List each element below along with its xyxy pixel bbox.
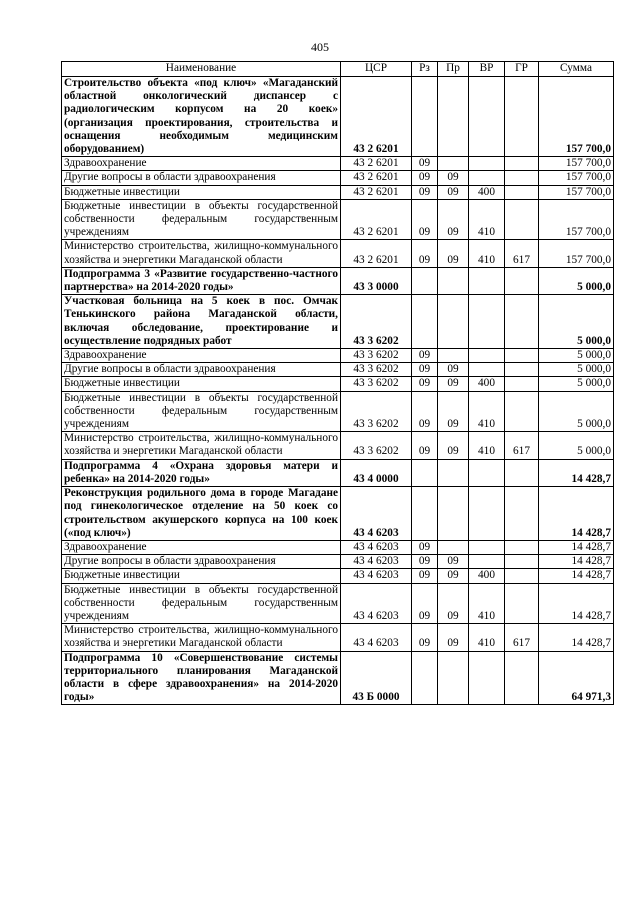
cell-sum: 14 428,7: [539, 540, 614, 554]
cell-rz: 09: [412, 171, 438, 185]
header-pr: Пр: [438, 62, 469, 77]
cell-pr: [438, 540, 469, 554]
cell-name: Бюджетные инвестиции: [62, 377, 341, 391]
cell-sum: 157 700,0: [539, 199, 614, 240]
cell-sum: 157 700,0: [539, 240, 614, 267]
cell-name: Здравоохранение: [62, 540, 341, 554]
cell-csr: 43 3 6202: [341, 391, 412, 432]
cell-csr: 43 3 0000: [341, 267, 412, 294]
table-header: [62, 62, 614, 77]
cell-rz: 09: [412, 157, 438, 171]
cell-vr: [469, 487, 505, 541]
cell-csr: 43 4 6203: [341, 583, 412, 624]
cell-name: Бюджетные инвестиции: [62, 185, 341, 199]
cell-pr: 09: [438, 555, 469, 569]
cell-gr: [505, 651, 539, 705]
cell-gr: [505, 487, 539, 541]
cell-vr: [469, 267, 505, 294]
cell-gr: 617: [505, 624, 539, 651]
cell-sum: 157 700,0: [539, 185, 614, 199]
cell-pr: 09: [438, 185, 469, 199]
cell-pr: [438, 295, 469, 349]
cell-gr: [505, 569, 539, 583]
cell-rz: 09: [412, 540, 438, 554]
cell-gr: [505, 540, 539, 554]
table-row: [62, 363, 614, 377]
table-row: [62, 157, 614, 171]
table-row: [62, 391, 614, 432]
cell-sum: 5 000,0: [539, 349, 614, 363]
cell-name: Бюджетные инвестиции в объекты государственной собственности федеральным государственным учреждениям: [62, 391, 341, 432]
cell-sum: 14 428,7: [539, 583, 614, 624]
cell-pr: 09: [438, 240, 469, 267]
table-row: [62, 171, 614, 185]
cell-rz: 09: [412, 240, 438, 267]
cell-gr: [505, 171, 539, 185]
cell-csr: 43 4 6203: [341, 487, 412, 541]
cell-name: Министерство строительства, жилищно-коммунального хозяйства и энергетики Магаданской области: [62, 624, 341, 651]
cell-gr: [505, 349, 539, 363]
cell-vr: [469, 459, 505, 486]
cell-vr: 410: [469, 240, 505, 267]
cell-rz: 09: [412, 391, 438, 432]
cell-pr: [438, 651, 469, 705]
header-rz: Рз: [412, 62, 438, 77]
cell-name: Участковая больница на 5 коек в пос. Омчак Тенькинского района Магаданской области, включая обследование, проектирование и осуществление подрядных работ: [62, 295, 341, 349]
cell-sum: 5 000,0: [539, 391, 614, 432]
cell-pr: [438, 349, 469, 363]
cell-sum: 5 000,0: [539, 377, 614, 391]
cell-name: Подпрограмма 10 «Совершенствование системы территориального планирования Магаданской области в сфере здравоохранения» на 2014-2020 годы»: [62, 651, 341, 705]
table-row: [62, 199, 614, 240]
cell-rz: 09: [412, 432, 438, 459]
cell-pr: 09: [438, 391, 469, 432]
cell-vr: 410: [469, 391, 505, 432]
cell-csr: 43 Б 0000: [341, 651, 412, 705]
cell-vr: [469, 651, 505, 705]
cell-csr: 43 3 6202: [341, 377, 412, 391]
table-body: [62, 77, 614, 705]
cell-gr: [505, 391, 539, 432]
cell-pr: [438, 487, 469, 541]
cell-vr: 410: [469, 199, 505, 240]
cell-csr: 43 2 6201: [341, 185, 412, 199]
cell-rz: 09: [412, 555, 438, 569]
cell-pr: 09: [438, 624, 469, 651]
cell-csr: 43 3 6202: [341, 349, 412, 363]
cell-csr: 43 4 6203: [341, 624, 412, 651]
table-row: [62, 651, 614, 705]
cell-gr: 617: [505, 240, 539, 267]
cell-gr: [505, 157, 539, 171]
table-row: [62, 349, 614, 363]
cell-pr: 09: [438, 583, 469, 624]
cell-vr: [469, 349, 505, 363]
cell-name: Строительство объекта «под ключ» «Магаданский областной онкологический диспансер с радиологическим корпусом на 20 коек» (организация проектирования, строительства и оснащения необходимым медицинским оборудованием): [62, 77, 341, 157]
header-gr: ГР: [505, 62, 539, 77]
cell-pr: 09: [438, 363, 469, 377]
cell-rz: [412, 77, 438, 157]
table-row: [62, 459, 614, 486]
table-row: [62, 432, 614, 459]
cell-vr: 400: [469, 185, 505, 199]
cell-sum: 5 000,0: [539, 432, 614, 459]
cell-pr: 09: [438, 199, 469, 240]
cell-vr: [469, 295, 505, 349]
header-name: Наименование: [62, 62, 341, 77]
cell-name: Бюджетные инвестиции в объекты государственной собственности федеральным государственным учреждениям: [62, 199, 341, 240]
table-row: [62, 540, 614, 554]
cell-csr: 43 2 6201: [341, 240, 412, 267]
cell-pr: 09: [438, 171, 469, 185]
cell-rz: 09: [412, 569, 438, 583]
cell-rz: [412, 651, 438, 705]
cell-name: Министерство строительства, жилищно-коммунального хозяйства и энергетики Магаданской области: [62, 240, 341, 267]
cell-pr: [438, 157, 469, 171]
header-sum: Сумма: [539, 62, 614, 77]
cell-rz: 09: [412, 185, 438, 199]
table-row: [62, 240, 614, 267]
table-row: [62, 583, 614, 624]
cell-gr: [505, 377, 539, 391]
cell-csr: 43 2 6201: [341, 199, 412, 240]
cell-name: Здравоохранение: [62, 157, 341, 171]
cell-gr: [505, 363, 539, 377]
cell-name: Бюджетные инвестиции: [62, 569, 341, 583]
cell-csr: 43 3 6202: [341, 432, 412, 459]
cell-rz: 09: [412, 349, 438, 363]
cell-rz: 09: [412, 199, 438, 240]
cell-vr: 410: [469, 624, 505, 651]
cell-sum: 5 000,0: [539, 363, 614, 377]
cell-csr: 43 2 6201: [341, 77, 412, 157]
cell-vr: [469, 157, 505, 171]
cell-rz: 09: [412, 624, 438, 651]
cell-vr: [469, 540, 505, 554]
cell-vr: 400: [469, 569, 505, 583]
cell-pr: [438, 459, 469, 486]
cell-sum: 14 428,7: [539, 624, 614, 651]
cell-sum: 14 428,7: [539, 569, 614, 583]
cell-gr: [505, 267, 539, 294]
cell-sum: 157 700,0: [539, 171, 614, 185]
cell-gr: [505, 77, 539, 157]
cell-gr: [505, 295, 539, 349]
cell-csr: 43 4 0000: [341, 459, 412, 486]
cell-pr: 09: [438, 569, 469, 583]
table-row: [62, 295, 614, 349]
cell-csr: 43 2 6201: [341, 157, 412, 171]
cell-sum: 5 000,0: [539, 267, 614, 294]
cell-sum: 14 428,7: [539, 459, 614, 486]
cell-rz: [412, 267, 438, 294]
cell-name: Другие вопросы в области здравоохранения: [62, 171, 341, 185]
cell-vr: [469, 363, 505, 377]
cell-vr: [469, 171, 505, 185]
cell-name: Министерство строительства, жилищно-коммунального хозяйства и энергетики Магаданской области: [62, 432, 341, 459]
cell-vr: [469, 77, 505, 157]
cell-gr: [505, 555, 539, 569]
cell-csr: 43 4 6203: [341, 569, 412, 583]
cell-vr: 410: [469, 432, 505, 459]
cell-name: Другие вопросы в области здравоохранения: [62, 555, 341, 569]
header-csr: ЦСР: [341, 62, 412, 77]
header-vr: ВР: [469, 62, 505, 77]
cell-rz: 09: [412, 583, 438, 624]
cell-name: Бюджетные инвестиции в объекты государственной собственности федеральным государственным учреждениям: [62, 583, 341, 624]
cell-name: Здравоохранение: [62, 349, 341, 363]
cell-csr: 43 2 6201: [341, 171, 412, 185]
budget-table: [61, 61, 614, 705]
cell-csr: 43 4 6203: [341, 555, 412, 569]
cell-gr: [505, 583, 539, 624]
cell-csr: 43 4 6203: [341, 540, 412, 554]
cell-name: Реконструкция родильного дома в городе Магадане под гинекологическое отделение на 50 коек со строительством акушерского корпуса на 100 коек («под ключ»): [62, 487, 341, 541]
cell-pr: [438, 77, 469, 157]
cell-vr: 400: [469, 377, 505, 391]
cell-name: Подпрограмма 3 «Развитие государственно-частного партнерства» на 2014-2020 годы»: [62, 267, 341, 294]
cell-rz: [412, 459, 438, 486]
cell-sum: 14 428,7: [539, 487, 614, 541]
cell-vr: [469, 555, 505, 569]
cell-csr: 43 3 6202: [341, 363, 412, 377]
table-row: [62, 77, 614, 157]
cell-pr: 09: [438, 377, 469, 391]
cell-sum: 157 700,0: [539, 77, 614, 157]
cell-csr: 43 3 6202: [341, 295, 412, 349]
table-row: [62, 487, 614, 541]
cell-sum: 64 971,3: [539, 651, 614, 705]
cell-sum: 5 000,0: [539, 295, 614, 349]
cell-sum: 14 428,7: [539, 555, 614, 569]
cell-sum: 157 700,0: [539, 157, 614, 171]
cell-rz: [412, 487, 438, 541]
cell-gr: [505, 199, 539, 240]
cell-rz: 09: [412, 363, 438, 377]
cell-gr: [505, 459, 539, 486]
table-row: [62, 555, 614, 569]
table-row: [62, 569, 614, 583]
cell-gr: [505, 185, 539, 199]
cell-pr: 09: [438, 432, 469, 459]
table-row: [62, 185, 614, 199]
cell-rz: [412, 295, 438, 349]
cell-pr: [438, 267, 469, 294]
table-row: [62, 267, 614, 294]
cell-gr: 617: [505, 432, 539, 459]
table-row: [62, 624, 614, 651]
header-row: [62, 62, 614, 77]
page-number: 405: [311, 40, 329, 54]
table-row: [62, 377, 614, 391]
cell-name: Подпрограмма 4 «Охрана здоровья матери и ребенка» на 2014-2020 годы»: [62, 459, 341, 486]
cell-name: Другие вопросы в области здравоохранения: [62, 363, 341, 377]
cell-vr: 410: [469, 583, 505, 624]
cell-rz: 09: [412, 377, 438, 391]
